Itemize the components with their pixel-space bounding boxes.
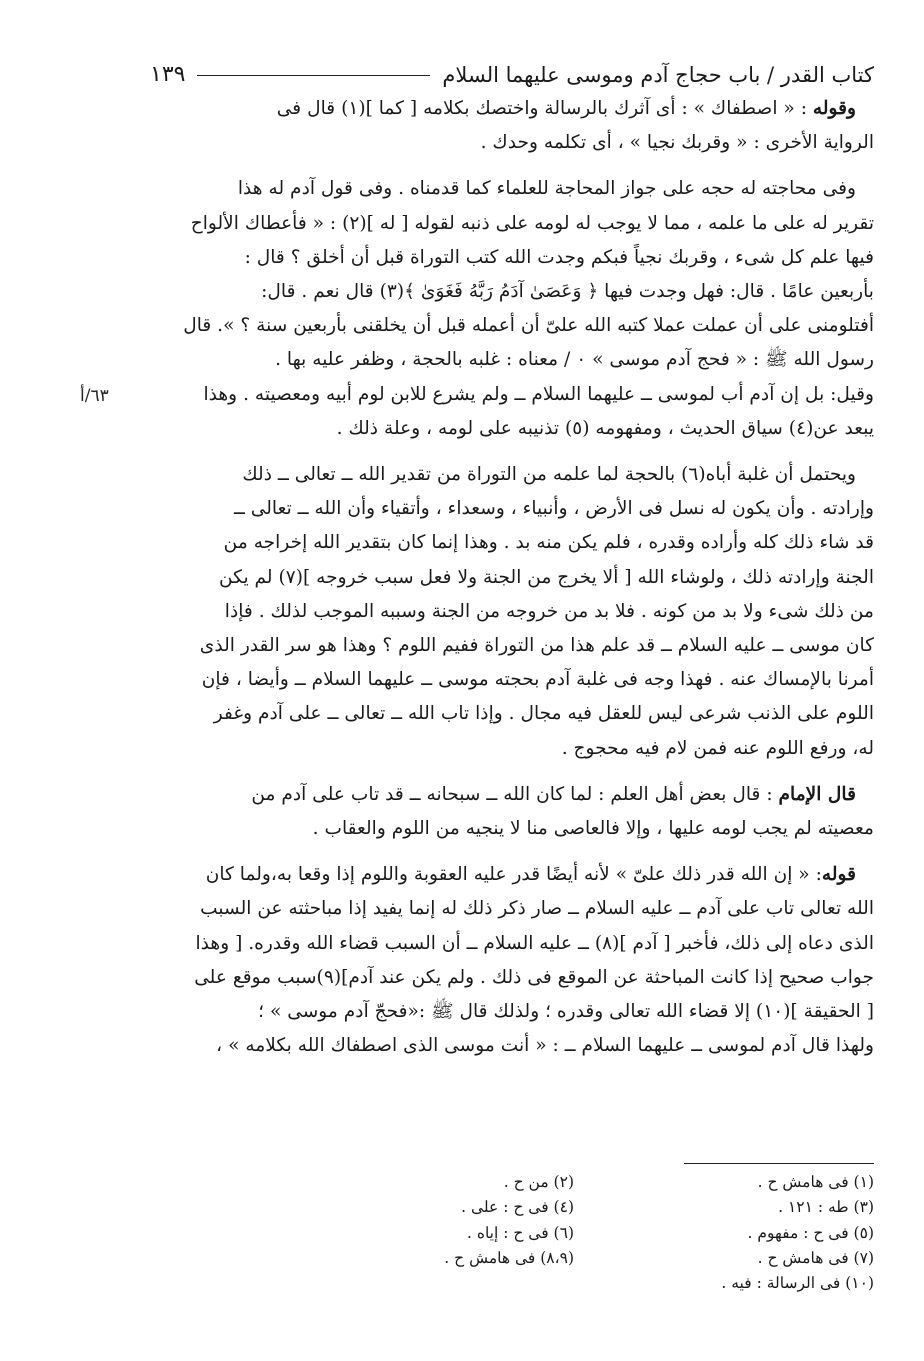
line-text: أفتلومنى على أن عملت عملا كتبه الله علىّ أن أعمله قبل أن يخلقنى بأربعين سنة ؟ ». قال — [183, 315, 874, 337]
line-text: أمرنا بالإمساك عنه . فهذا وجه فى غلبة آدم بحجته موسى ــ عليهما السلام ــ وأيضا ، فإن — [201, 669, 874, 691]
line-text: له، ورفع اللوم عنه فمن لام فيه محجوج . — [561, 737, 874, 759]
text-line — [150, 126, 874, 160]
footnote-rule — [684, 1163, 874, 1164]
line-text: يبعد عن(٤) سياق الحديث ، ومفهومه (٥) تذنيبه على لومه ، وعلة ذلك . — [336, 417, 874, 439]
header-title: كتاب القدر / باب حجاج آدم وموسى عليهما السلام — [442, 63, 874, 87]
paragraph-gap — [150, 160, 874, 172]
line-text: : « اصطفاك » : أى آثرك بالرسالة واختصك بكلامه [ كما ](١) قال فى — [276, 98, 813, 119]
text-line — [150, 892, 874, 926]
text-line — [150, 458, 874, 492]
text-line — [150, 778, 874, 812]
page — [150, 58, 874, 1063]
line-text: : « إن الله قدر ذلك علىّ » لأنه أيضًا قدر عليه العقوبة واللوم إذا وقعا به،ولما كان — [205, 864, 822, 886]
line-text: تقرير له على ما علمه ، مما لا يوجب له لومه على ذنبه لقوله [ له ](٢) : « فأعطاك الألواح — [190, 212, 874, 234]
line-text: ولهذا قال آدم لموسى ــ عليهما السلام ــ : « أنت موسى الذى اصطفاك الله بكلامه » ، — [216, 1035, 874, 1057]
text-line — [150, 92, 874, 126]
running-header — [150, 58, 874, 92]
text-line — [150, 927, 874, 961]
text-line — [150, 412, 874, 446]
line-text: الله تعالى تاب على آدم ــ عليه السلام ــ صار ذكر ذلك له إنما يفيد إذا مباحثته عن السبب — [200, 898, 874, 920]
text-line — [150, 595, 874, 629]
line-text: من ذلك شىء ولا بد من كونه . فلا بد من خروجه من الجنة وسببه الموجب لذلك . فإذا — [224, 600, 874, 622]
footnote-row — [300, 1246, 874, 1271]
text-line — [150, 492, 874, 526]
text-line — [150, 697, 874, 731]
text-line — [150, 172, 874, 206]
footnote: (٣) طه : ١٢١ . — [778, 1198, 874, 1217]
text-line — [150, 343, 874, 377]
margin-note: ٦٣/أ — [80, 386, 109, 406]
line-text: وقيل: بل إن آدم أب لموسى ــ عليهما السلام ــ ولم يشرع للابن لوم أبيه ومعصيته . وهذا — [203, 383, 874, 405]
footnote-row — [300, 1271, 874, 1296]
text-line — [150, 629, 874, 663]
text-line — [150, 663, 874, 697]
line-text: جواب صحيح إذا كانت المباحثة عن الموقع فى ذلك . ولم يكن عند آدم](٩)سبب موقع على — [194, 966, 874, 988]
lead-word: قال الإمام — [778, 783, 856, 805]
lead-word: قوله — [821, 864, 856, 886]
footnote: (٧) فى هامش ح . — [757, 1248, 874, 1267]
footnote: (١) فى هامش ح . — [757, 1173, 874, 1191]
body-text — [150, 92, 874, 1063]
paragraph-gap — [150, 446, 874, 458]
line-text: معصيته لم يجب لومه عليها ، وإلا فالعاصى منا لا ينجيه من اللوم والعقاب . — [312, 818, 874, 840]
footnote: (٨،٩) فى هامش ح . — [444, 1248, 574, 1267]
page-number: ١٣٩ — [150, 62, 186, 87]
text-line — [150, 378, 874, 412]
line-text: الجنة وإرادته ذلك ، ولوشاء الله [ ألا يخرج من الجنة ولا فعل سبب خروجه ](٧) لم يكن — [219, 566, 874, 588]
footnotes — [300, 1170, 874, 1296]
text-line — [150, 207, 874, 241]
text-line — [150, 812, 874, 846]
text-line — [150, 961, 874, 995]
text-line — [150, 858, 874, 892]
footnote-row — [300, 1221, 874, 1246]
line-text: وفى محاجته له حجه على جواز المحاجة للعلماء كما قدمناه . وفى قول آدم له هذا — [237, 178, 856, 200]
footnote-row — [300, 1195, 874, 1220]
text-line — [150, 732, 874, 766]
line-text: بأربعين عامًا . قال: فهل وجدت فيها ﴿ وَعَصَىٰ آدَمُ رَبَّهُ فَغَوَىٰ ﴾(٣) قال نعم . قال: — [261, 281, 874, 303]
line-text: [ الحقيقة ](١٠) إلا قضاء الله تعالى وقدره ؛ ولذلك قال ﷺ :«فحجّ آدم موسى » ؛ — [258, 1001, 874, 1023]
paragraph — [150, 858, 874, 1063]
line-text: الرواية الأخرى : « وقربك نجيا » ، أى تكلمه وحدك . — [480, 132, 874, 154]
line-text: ويحتمل أن غلبة أباه(٦) بالحجة لما علمه من التوراة من تقدير الله ــ تعالى ــ ذلك — [242, 464, 856, 486]
paragraph — [150, 458, 874, 766]
line-text: اللوم على الذنب شرعى ليس للعقل فيه مجال . وإذا تاب الله ــ تعالى ــ على آدم وغفر — [213, 703, 874, 725]
line-text: : قال بعض أهل العلم : لما كان الله ــ سبحانه ــ قد تاب على آدم من — [251, 783, 779, 805]
paragraph-gap — [150, 766, 874, 778]
footnote: (١٠) فى الرسالة : فيه . — [721, 1274, 874, 1293]
lead-word: وقوله — [812, 98, 856, 119]
footnote-row — [300, 1170, 874, 1195]
text-line — [150, 526, 874, 560]
footnote: (٤) فى ح : على . — [461, 1198, 574, 1217]
line-text: كان موسى ــ عليه السلام ــ قد علم هذا من التوراة ففيم اللوم ؟ وهذا هو سر القدر الذى — [199, 635, 874, 657]
line-text: وإرادته . وأن يكون له نسل فى الأرض ، وأنبياء ، وسعداء ، وأتقياء وأن الله ــ تعالى ــ — [233, 498, 874, 520]
paragraph — [150, 778, 874, 846]
paragraph — [150, 172, 874, 446]
text-line — [150, 275, 874, 309]
footnote: (٥) فى ح : مفهوم . — [747, 1223, 874, 1242]
line-text: رسول الله ﷺ : « فحج آدم موسى » ٠ / معناه : غلبه بالحجة ، وظفر عليه بها . — [275, 349, 874, 371]
line-text: الذى دعاه إلى ذلك، فأخبر [ آدم ](٨) ــ عليه السلام ــ أن السبب قضاء الله وقدره. [ وهذا — [195, 932, 874, 954]
text-line — [150, 561, 874, 595]
text-line — [150, 309, 874, 343]
paragraph-gap — [150, 846, 874, 858]
paragraph — [150, 92, 874, 160]
text-line — [150, 995, 874, 1029]
footnote: (٢) من ح . — [503, 1173, 574, 1191]
line-text: فيها علم كل شىء ، وقربك نجياً فبكم وجدت الله كتب التوراة قبل أن أخلق ؟ قال : — [244, 246, 874, 268]
header-rule — [197, 75, 430, 76]
text-line — [150, 1029, 874, 1063]
text-line — [150, 241, 874, 275]
line-text: قد شاء ذلك كله وأراده وقدره ، فلم يكن منه بد . وهذا إنما كان بتقدير الله إخراجه من — [223, 532, 874, 554]
footnote — [300, 1271, 574, 1296]
footnote: (٦) فى ح : إياه . — [466, 1223, 574, 1242]
